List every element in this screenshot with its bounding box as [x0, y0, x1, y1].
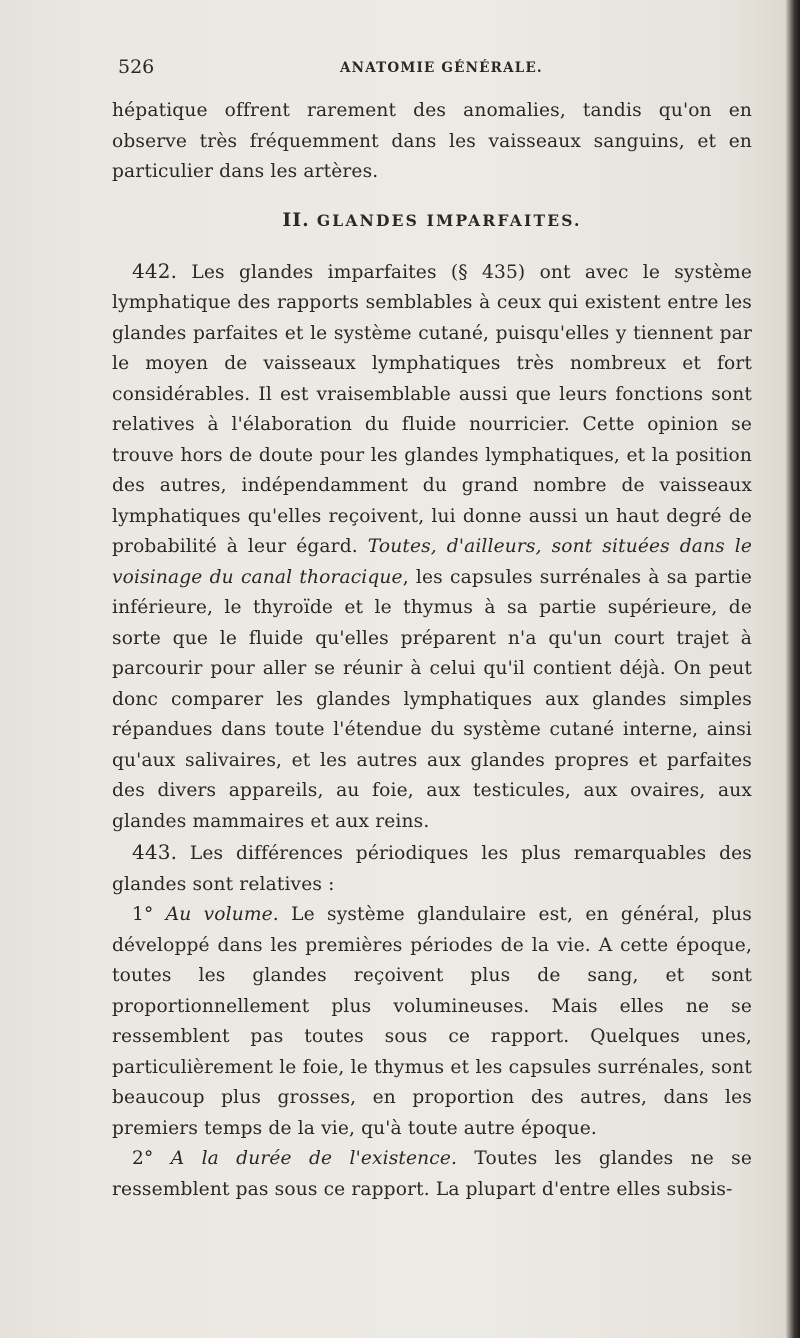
section-title: GLANDES IMPARFAITES.	[316, 210, 582, 230]
item-text: Le système glandulaire est, en général, plus développé dans les premières périodes de la vie. A cette époque, toutes les glandes reçoivent plus de sang, et sont proportionnellement plus volumineuses. Mais elles ne se ressemblent pas toutes sous ce rapport. Quelques unes, particulièrement le foie, le thymus et les capsules surrénales, sont beaucoup plus grosses, en proportion des autres, dans les premiers temps de la vie, qu'à toute autre époque.	[112, 904, 752, 1139]
item-text: Toutes les glandes ne se ressemblent pas sous ce rapport. La plupart d'entre elles subsis-	[112, 1148, 753, 1200]
paragraph-443	[112, 837, 752, 900]
intro-paragraph: hépatique offrent rarement des anomalies, tandis qu'on en observe très fréquemment dans les vaisseaux sanguins, et en particulier dans les artères.	[112, 100, 752, 182]
italic-phrase: Toutes, d'ailleurs, sont situées dans le voisinage du canal thoracique	[112, 536, 753, 588]
item-marker: 1°	[132, 904, 154, 925]
list-item-duree	[112, 1144, 752, 1205]
section-heading	[112, 205, 752, 236]
item-heading: A la durée de l'existence.	[170, 1148, 458, 1169]
item-heading: Au volume.	[165, 904, 279, 925]
page-header	[118, 56, 758, 86]
page-edge-shadow	[786, 0, 800, 1338]
paragraph-number: 443.	[132, 840, 178, 864]
running-title: ANATOMIE GÉNÉRALE.	[340, 60, 543, 76]
body-text	[112, 96, 752, 1205]
paragraph-number: 442.	[132, 258, 178, 283]
section-number: II.	[282, 208, 310, 231]
item-marker: 2°	[132, 1148, 154, 1169]
page-number: 526	[118, 56, 155, 78]
paragraph-text: , les capsules surrénales à sa partie inférieure, le thyroïde et le thymus à sa partie supérieure, de sorte que le fluide qu'elles préparent n'a qu'un court trajet à parcourir pour aller se réunir à celui qu'il contient déjà. On peut donc comparer les glandes lymphatiques aux glandes simples répandues dans toute l'étendue du système cutané interne, ainsi qu'aux salivaires, et les autres aux glandes propres et parfaites des divers appareils, au foie, aux testicules, aux ovaires, aux glandes mammaires et aux reins.	[112, 566, 752, 832]
paragraph-text: Les différences périodiques les plus remarquables des glandes sont relatives :	[112, 843, 752, 895]
paragraph-text: Les glandes imparfaites (§ 435) ont avec le système lymphatique des rapports semblables à ceux qui existent entre les glandes parfaites et le système cutané, puisqu'elles y tiennent par le moyen de vaisseaux lymphatiques très nombreux et fort considérables. Il est vraisemblable aussi que leurs fonctions sont relatives à l'élaboration du fluide nourricier. Cette opinion se trouve hors de doute pour les glandes lymphatiques, et la position des autres, indépendamment du grand nombre de vaisseaux lymphatiques qu'elles reçoivent, lui donne aussi un haut degré de probabilité à leur égard.	[112, 261, 752, 557]
paragraph-442	[112, 256, 752, 838]
list-item-volume	[112, 900, 752, 1144]
